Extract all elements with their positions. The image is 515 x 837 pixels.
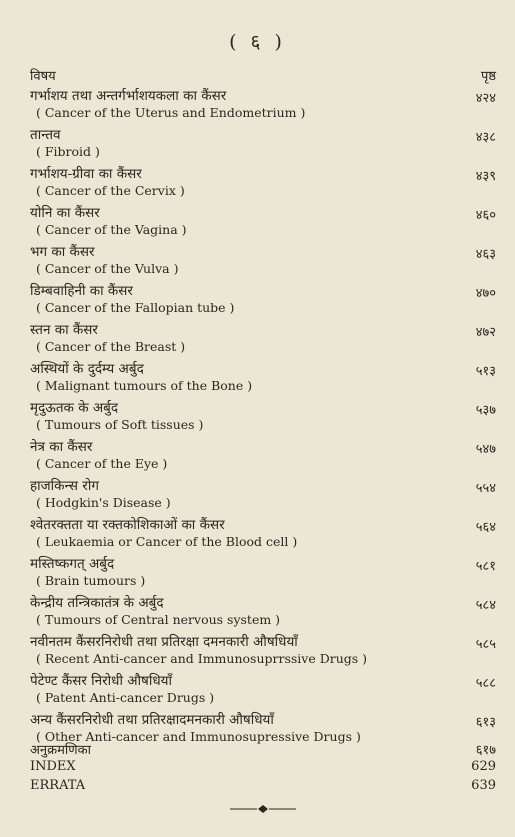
toc-tail	[30, 740, 496, 797]
toc-entry	[30, 242, 496, 281]
entry-page-number: ५८१	[475, 559, 496, 574]
entry-title-hindi: पेटेण्ट कैंसर निरोधी औषधियाँ	[30, 673, 172, 689]
toc-entry	[30, 632, 496, 671]
entry-page-number: ४६०	[475, 208, 496, 223]
toc-tail-row	[30, 759, 496, 778]
entry-page-number: ५६४	[475, 520, 496, 535]
entry-title-english: ( Tumours of Soft tissues )	[36, 417, 204, 432]
tail-page-number: 629	[471, 759, 496, 774]
toc-entry	[30, 554, 496, 593]
entry-title-english: ( Tumours of Central nervous system )	[36, 612, 281, 627]
entry-title-hindi: अस्थियों के दुर्दम्य अर्बुद	[30, 361, 144, 377]
entry-page-number: ५८५	[475, 637, 496, 652]
entry-page-number: ४३९	[475, 169, 496, 184]
entry-page-number: ४७०	[475, 286, 496, 301]
entry-page-number: ५३७	[475, 403, 496, 418]
toc-entry	[30, 437, 496, 476]
toc-entry	[30, 281, 496, 320]
toc-entry	[30, 671, 496, 710]
entry-page-number: ५१३	[475, 364, 496, 379]
entry-title-hindi: योनि का कैंसर	[30, 205, 100, 221]
toc-entry	[30, 86, 496, 125]
toc-entry	[30, 359, 496, 398]
entry-title-hindi: नेत्र का कैंसर	[30, 439, 93, 455]
entry-title-english: ( Cancer of the Breast )	[36, 339, 186, 354]
page-number: ( ६ )	[229, 31, 286, 53]
entry-title-hindi: नवीनतम कैंसरनिरोधी तथा प्रतिरक्षा दमनकारी औषधियाँ	[30, 634, 298, 650]
ornament-divider-icon	[230, 804, 296, 814]
entry-title-english: ( Brain tumours )	[36, 573, 146, 588]
tail-page-number: ६१७	[475, 743, 496, 758]
toc-entry	[30, 164, 496, 203]
toc-tail-row	[30, 778, 496, 797]
entry-page-number: ५८४	[475, 598, 496, 613]
entry-title-english: ( Cancer of the Cervix )	[36, 183, 185, 198]
subject-column-label: विषय	[30, 69, 56, 84]
entry-title-hindi: अन्य कैंसरनिरोधी तथा प्रतिरक्षादमनकारी औषधियाँ	[30, 712, 274, 728]
entry-title-english: ( Leukaemia or Cancer of the Blood cell )	[36, 534, 298, 549]
entry-title-english: ( Other Anti-cancer and Immunosupressive Drugs )	[36, 729, 361, 744]
entry-title-hindi: हाजकिन्स रोग	[30, 478, 99, 494]
tail-label: ERRATA	[30, 778, 86, 793]
toc-entry	[30, 476, 496, 515]
entry-title-english: ( Cancer of the Uterus and Endometrium )	[36, 105, 306, 120]
entry-title-hindi: भग का कैंसर	[30, 244, 95, 260]
entry-title-english: ( Cancer of the Vulva )	[36, 261, 179, 276]
entry-title-english: ( Cancer of the Fallopian tube )	[36, 300, 235, 315]
entry-page-number: ५५४	[475, 481, 496, 496]
toc-entry	[30, 515, 496, 554]
entry-page-number: ४६३	[475, 247, 496, 262]
entry-page-number: ५८८	[475, 676, 496, 691]
entry-title-hindi: गर्भाशय-ग्रीवा का कैंसर	[30, 166, 142, 182]
entry-title-english: ( Malignant tumours of the Bone )	[36, 378, 253, 393]
tail-label: अनुक्रमणिका	[30, 743, 92, 758]
entry-title-hindi: केन्द्रीय तन्त्रिकातंत्र के अर्बुद	[30, 595, 164, 611]
entry-title-english: ( Cancer of the Eye )	[36, 456, 168, 471]
entry-title-hindi: तान्तव	[30, 127, 61, 143]
entry-title-english: ( Fibroid )	[36, 144, 100, 159]
entry-title-hindi: स्तन का कैंसर	[30, 322, 98, 338]
toc-entry	[30, 398, 496, 437]
tail-page-number: 639	[471, 778, 496, 793]
toc-entry	[30, 593, 496, 632]
entry-title-hindi: मस्तिष्कगत् अर्बुद	[30, 556, 115, 572]
toc-tail-row	[30, 740, 496, 759]
toc-entry	[30, 320, 496, 359]
entry-title-english: ( Hodgkin's Disease )	[36, 495, 171, 510]
entry-title-hindi: डिम्बवाहिनी का कैंसर	[30, 283, 133, 299]
entry-title-english: ( Patent Anti-cancer Drugs )	[36, 690, 215, 705]
toc-entry	[30, 203, 496, 242]
entry-page-number: ६१३	[475, 715, 496, 730]
toc-entry	[30, 125, 496, 164]
entry-page-number: ४३८	[475, 130, 496, 145]
page-column-label: पृष्ठ	[480, 69, 496, 84]
entry-page-number: ४७२	[475, 325, 496, 340]
entry-title-english: ( Recent Anti-cancer and Immunosuprrssive Drugs )	[36, 651, 368, 666]
entry-title-hindi: श्वेतरक्तता या रक्तकोशिकाओं का कैंसर	[30, 517, 225, 533]
entry-page-number: ४२४	[475, 91, 496, 106]
toc-header	[30, 66, 496, 84]
entry-title-hindi: गर्भाशय तथा अन्तर्गर्भाशयकला का कैंसर	[30, 88, 227, 104]
entry-page-number: ५४७	[475, 442, 496, 457]
tail-label: INDEX	[30, 759, 76, 774]
entry-title-hindi: मृदुऊतक के अर्बुद	[30, 400, 119, 416]
toc-entries	[30, 86, 496, 749]
entry-title-english: ( Cancer of the Vagina )	[36, 222, 187, 237]
